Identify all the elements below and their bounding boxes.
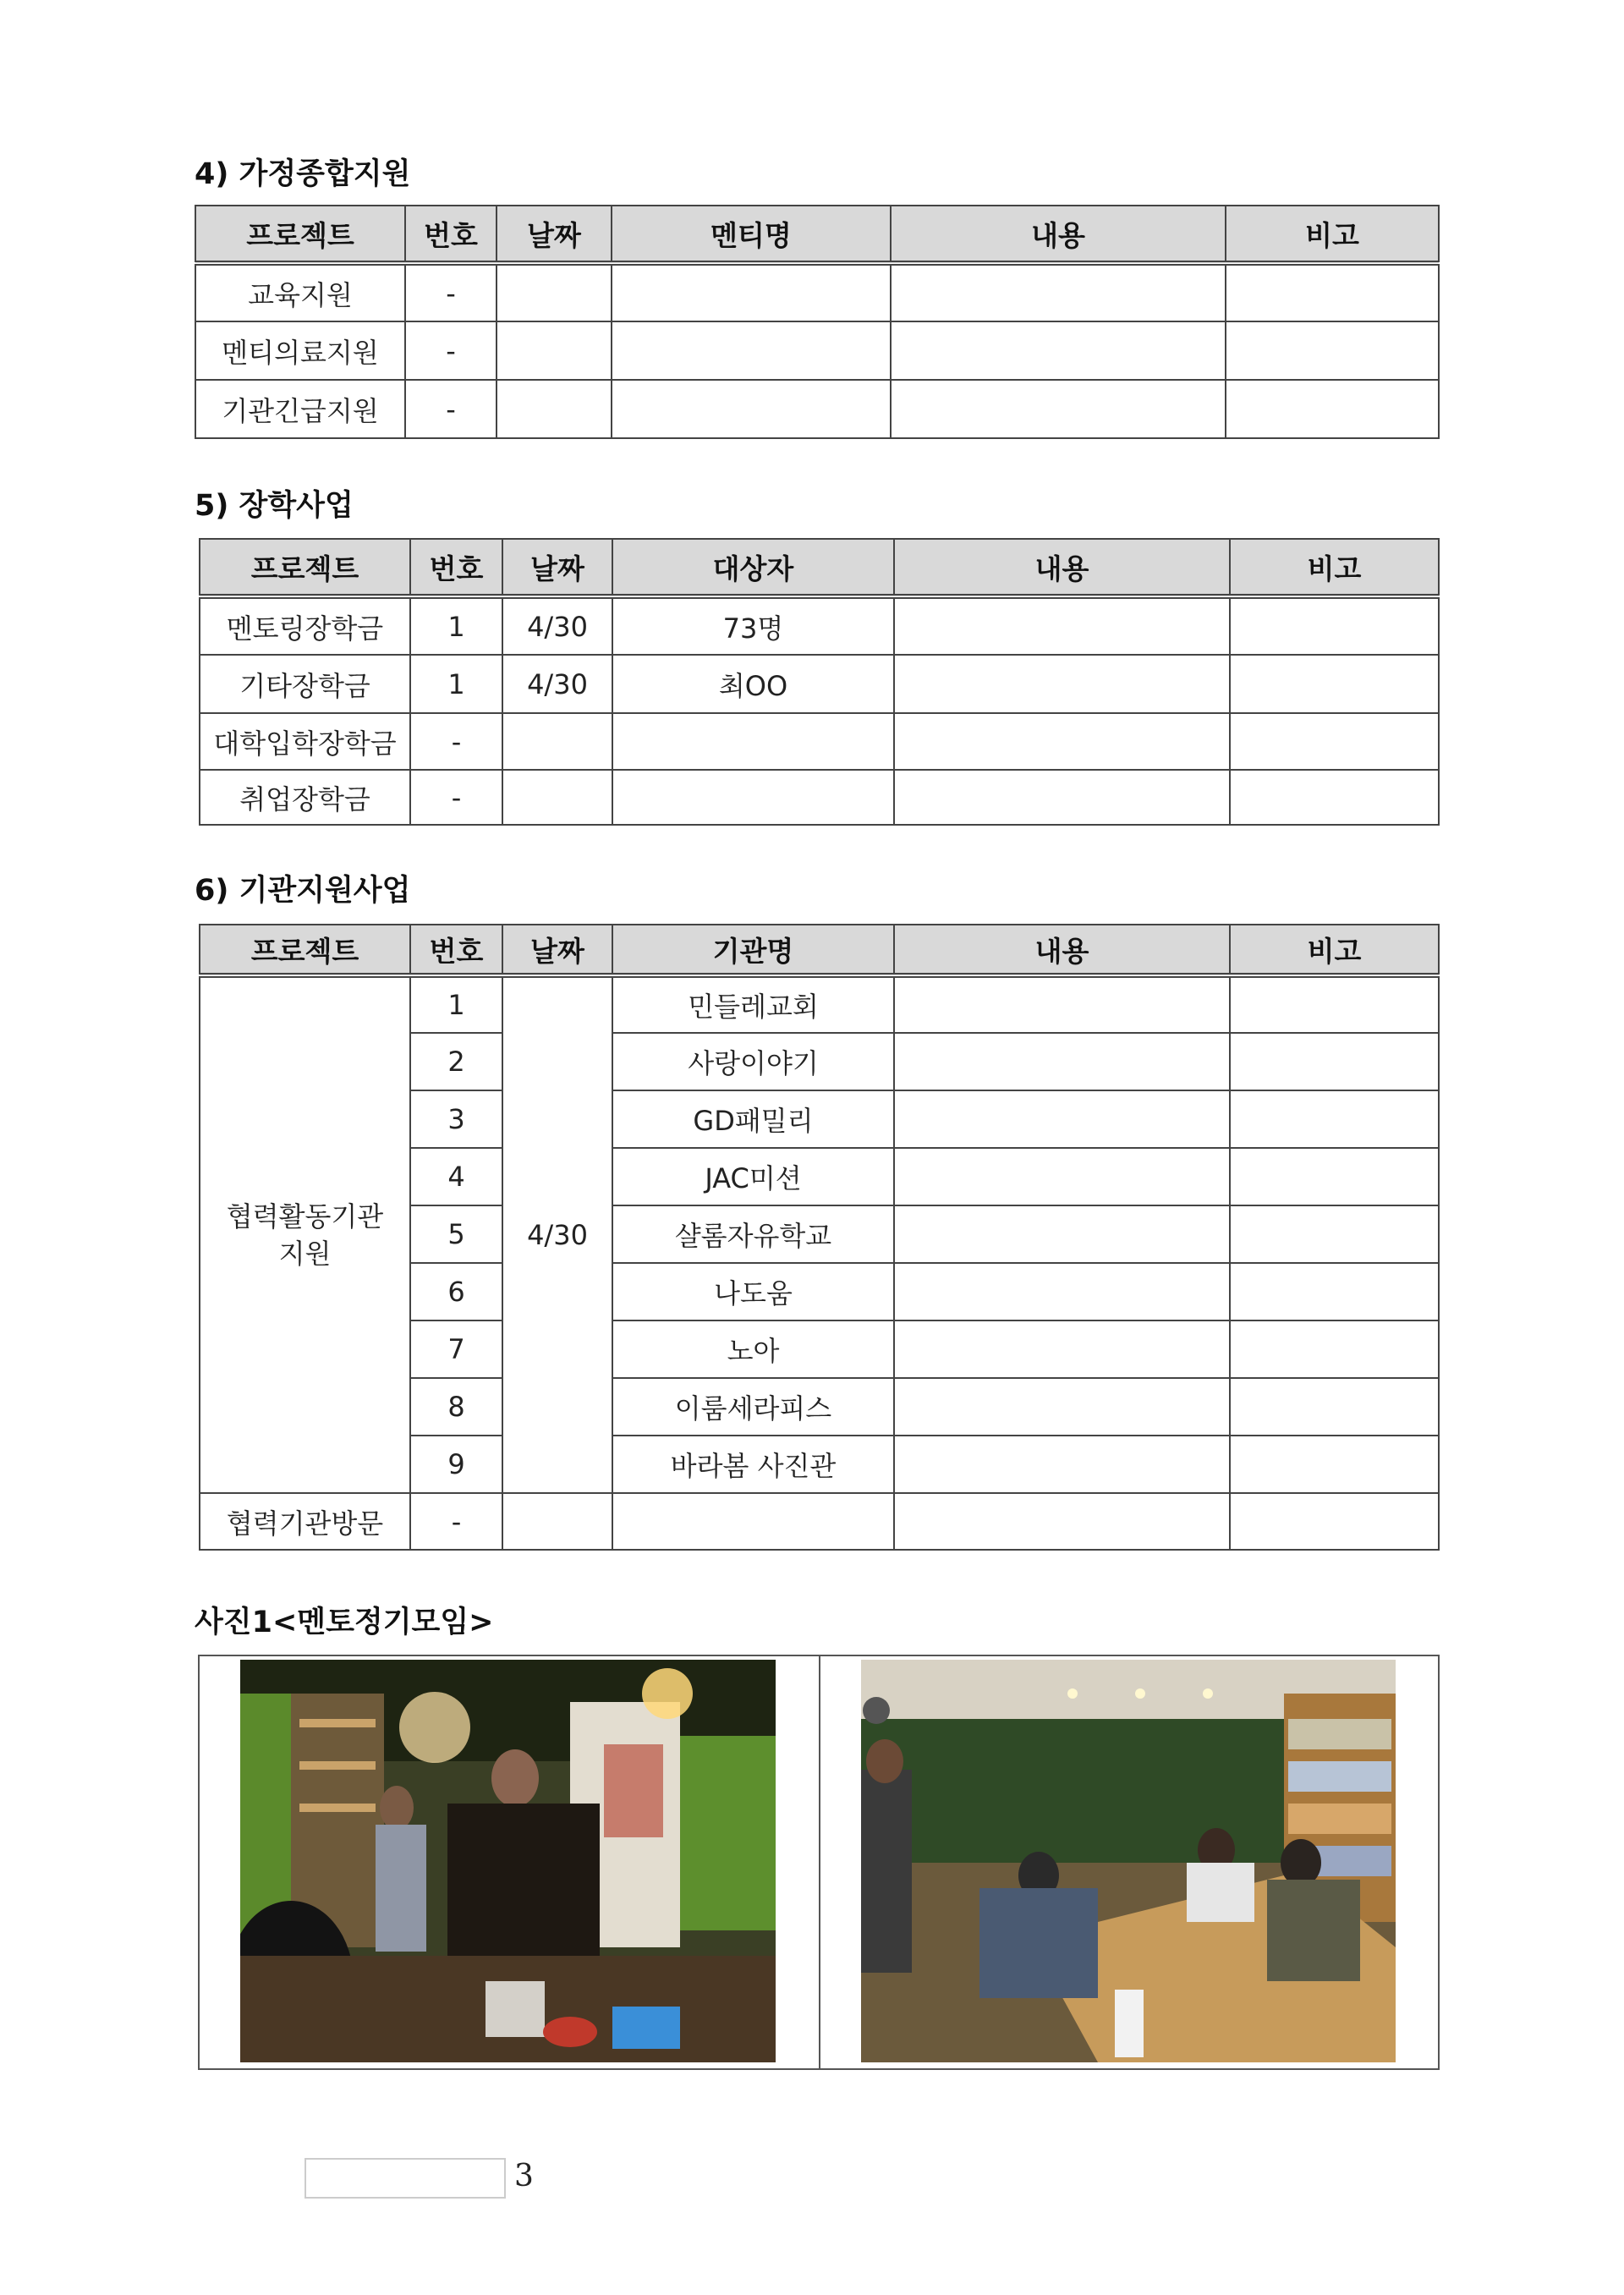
cell-number: 9 [410, 1436, 502, 1493]
cell-recipient: 73명 [612, 596, 894, 655]
header-date: 날짜 [497, 206, 612, 263]
table-row [200, 713, 1439, 770]
header-content: 내용 [894, 925, 1230, 975]
cell-number: 8 [410, 1378, 502, 1436]
cell-content [894, 1148, 1230, 1205]
cell-project: 멘티의료지원 [195, 321, 405, 380]
cell-organization: 이룸세라피스 [612, 1378, 894, 1436]
cell-content [894, 1033, 1230, 1090]
cell-project: 취업장학금 [200, 770, 410, 825]
header-note: 비고 [1226, 206, 1439, 263]
cell-date [497, 380, 612, 438]
group-project-line1: 협력활동기관 [226, 1200, 384, 1233]
cell-organization [612, 1493, 894, 1550]
cell-note [1230, 975, 1439, 1033]
cell-project: 기타장학금 [200, 655, 410, 713]
cell-project: 대학입학장학금 [200, 713, 410, 770]
cell-number: - [405, 263, 497, 321]
cell-number: 6 [410, 1263, 502, 1320]
cell-number: - [410, 713, 502, 770]
section4-title: 4) 가정종합지원 [195, 157, 411, 191]
cell-content [894, 770, 1230, 825]
cell-number: 3 [410, 1090, 502, 1148]
photo-divider [819, 1656, 820, 2068]
section5-title: 5) 장학사업 [195, 489, 354, 523]
group-project-line2: 지원 [278, 1238, 332, 1270]
cell-organization: 바라봄 사진관 [612, 1436, 894, 1493]
cell-content [894, 1263, 1230, 1320]
cell-date: 4/30 [502, 655, 612, 713]
cell-project: 협력기관방문 [200, 1493, 410, 1550]
header-project: 프로젝트 [200, 925, 410, 975]
cell-number: 1 [410, 975, 502, 1033]
cell-date [502, 713, 612, 770]
cell-note [1230, 655, 1439, 713]
header-date: 날짜 [502, 925, 612, 975]
cell-note [1230, 1090, 1439, 1148]
cell-note [1230, 1263, 1439, 1320]
section4-table [195, 205, 1440, 439]
cell-note [1226, 263, 1439, 321]
section6-table [199, 924, 1440, 1551]
page-number: 3 [514, 2159, 534, 2193]
cell-date-group: 4/30 [502, 975, 612, 1493]
cell-note [1230, 1436, 1439, 1493]
cell-recipient [612, 713, 894, 770]
cell-note [1230, 713, 1439, 770]
cell-project: 기관긴급지원 [195, 380, 405, 438]
cell-organization: 민들레교회 [612, 975, 894, 1033]
section6-title: 6) 기관지원사업 [195, 874, 411, 908]
cell-project: 교육지원 [195, 263, 405, 321]
cell-number: 2 [410, 1033, 502, 1090]
header-number: 번호 [410, 539, 502, 596]
cell-date [502, 770, 612, 825]
header-recipient: 대상자 [612, 539, 894, 596]
cell-mentee [612, 263, 891, 321]
cell-mentee [612, 380, 891, 438]
cell-number: - [405, 321, 497, 380]
cell-content [894, 1205, 1230, 1263]
cell-note [1230, 1320, 1439, 1378]
cell-content [894, 1493, 1230, 1550]
table-row [195, 321, 1439, 380]
cell-note [1226, 380, 1439, 438]
header-note: 비고 [1230, 539, 1439, 596]
cell-content [894, 596, 1230, 655]
cell-note [1230, 1033, 1439, 1090]
photo-frame [198, 1655, 1440, 2070]
cell-organization: 노아 [612, 1320, 894, 1378]
header-project: 프로젝트 [200, 539, 410, 596]
cell-recipient [612, 770, 894, 825]
cell-content [894, 655, 1230, 713]
cell-number: - [405, 380, 497, 438]
cell-number: 7 [410, 1320, 502, 1378]
cell-mentee [612, 321, 891, 380]
cell-date [497, 321, 612, 380]
cell-note [1230, 1493, 1439, 1550]
header-date: 날짜 [502, 539, 612, 596]
table-row [200, 1493, 1439, 1550]
cell-number: - [410, 1493, 502, 1550]
table-row [200, 770, 1439, 825]
cell-note [1230, 1205, 1439, 1263]
cell-number: 1 [410, 655, 502, 713]
section5-table [199, 538, 1440, 826]
footer-box [304, 2158, 506, 2199]
header-number: 번호 [405, 206, 497, 263]
header-mentee: 멘티명 [612, 206, 891, 263]
cell-organization: 사랑이야기 [612, 1033, 894, 1090]
cell-organization: 나도움 [612, 1263, 894, 1320]
cell-content [894, 975, 1230, 1033]
cell-content [894, 1090, 1230, 1148]
cell-organization: 샬롬자유학교 [612, 1205, 894, 1263]
cell-date [502, 1493, 612, 1550]
cell-note [1226, 321, 1439, 380]
table-row [195, 380, 1439, 438]
cell-note [1230, 770, 1439, 825]
photos-title: 사진1<멘토정기모임> [195, 1606, 494, 1639]
cell-organization: GD패밀리 [612, 1090, 894, 1148]
meeting-photo [861, 1660, 1396, 2062]
header-note: 비고 [1230, 925, 1439, 975]
header-project: 프로젝트 [195, 206, 405, 263]
header-number: 번호 [410, 925, 502, 975]
cell-note [1230, 596, 1439, 655]
cell-number: 4 [410, 1148, 502, 1205]
header-content: 내용 [894, 539, 1230, 596]
cell-number: 5 [410, 1205, 502, 1263]
cell-organization: JAC미션 [612, 1148, 894, 1205]
header-content: 내용 [891, 206, 1226, 263]
cell-project: 멘토링장학금 [200, 596, 410, 655]
cell-project-group [200, 975, 410, 1493]
cell-number: 1 [410, 596, 502, 655]
table-row [200, 596, 1439, 655]
cell-date [497, 263, 612, 321]
cell-content [894, 1320, 1230, 1378]
kitchen-photo [240, 1660, 776, 2062]
cell-note [1230, 1378, 1439, 1436]
table-row [200, 655, 1439, 713]
cell-content [894, 713, 1230, 770]
cell-number: - [410, 770, 502, 825]
cell-content [891, 321, 1226, 380]
cell-content [891, 380, 1226, 438]
header-organization: 기관명 [612, 925, 894, 975]
cell-content [894, 1378, 1230, 1436]
cell-date: 4/30 [502, 596, 612, 655]
cell-content [891, 263, 1226, 321]
cell-recipient: 최OO [612, 655, 894, 713]
table-row [200, 975, 1439, 1033]
table-row [195, 263, 1439, 321]
cell-content [894, 1436, 1230, 1493]
cell-note [1230, 1148, 1439, 1205]
